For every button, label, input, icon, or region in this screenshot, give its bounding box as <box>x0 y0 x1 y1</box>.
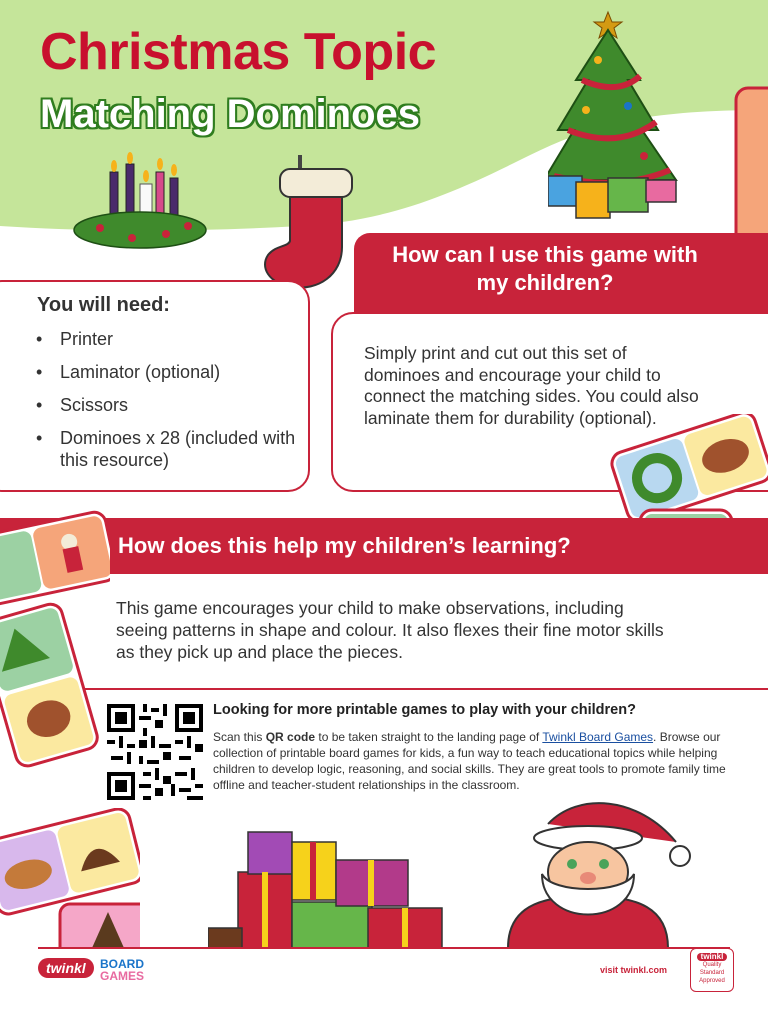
board-games-line1: BOARD <box>100 957 144 971</box>
quality-logo: twinkl <box>697 953 727 961</box>
learning-heading: How does this help my children’s learning? <box>118 533 571 558</box>
learning-body: This game encourages your child to make observations, including seeing patterns in shape and colour. It also flexes their fine motor skills as they pick up and place the pieces. <box>116 598 664 662</box>
quality-badge <box>690 948 734 992</box>
list-item: • Printer <box>36 328 306 350</box>
twinkl-board-games-link[interactable]: Twinkl Board Games <box>542 730 654 744</box>
how-use-heading: How can I use this game with my children? <box>392 242 698 295</box>
quality-line3: Approved <box>699 978 725 984</box>
board-games-logo <box>100 958 144 982</box>
page-title: Christmas Topic <box>40 23 437 81</box>
domino-icon <box>0 808 140 948</box>
more-games-body: Scan this QR code to be taken straight to the landing page of Twinkl Board Games. Browse our collection of printable board games for kids, a fun way to teach educational topics while helping children to develop logic, reasoning, and social skills. They are great tools to promote family time offline and teacher-student relationships in the classroom. <box>213 730 726 792</box>
presents-icon <box>208 826 452 948</box>
domino-icon <box>0 508 110 768</box>
advent-wreath-icon <box>70 150 210 250</box>
more-games-heading: Looking for more printable games to play with your children? <box>213 702 636 718</box>
list-item: • Laminator (optional) <box>36 361 306 383</box>
christmas-tree-icon <box>548 10 688 225</box>
you-will-need-heading: You will need: <box>37 294 170 316</box>
qr-code-icon <box>107 704 203 800</box>
santa-icon <box>488 798 698 948</box>
footer-divider <box>38 947 730 949</box>
visit-link[interactable]: visit twinkl.com <box>600 965 668 975</box>
list-item: • Dominoes x 28 (included with this resource) <box>36 427 306 471</box>
twinkl-logo: twinkl <box>38 958 94 978</box>
quality-line2: Quality Standard <box>699 962 725 976</box>
list-item: • Scissors <box>36 394 306 416</box>
board-games-line2: GAMES <box>100 969 145 983</box>
how-use-body: Simply print and cut out this set of dominoes and encourage your child to connect the matching sides. You could also laminate them for durability (optional). <box>364 343 699 428</box>
page-subtitle: Matching Dominoes <box>40 92 421 136</box>
stocking-icon <box>258 155 358 295</box>
supplies-list <box>36 328 306 482</box>
